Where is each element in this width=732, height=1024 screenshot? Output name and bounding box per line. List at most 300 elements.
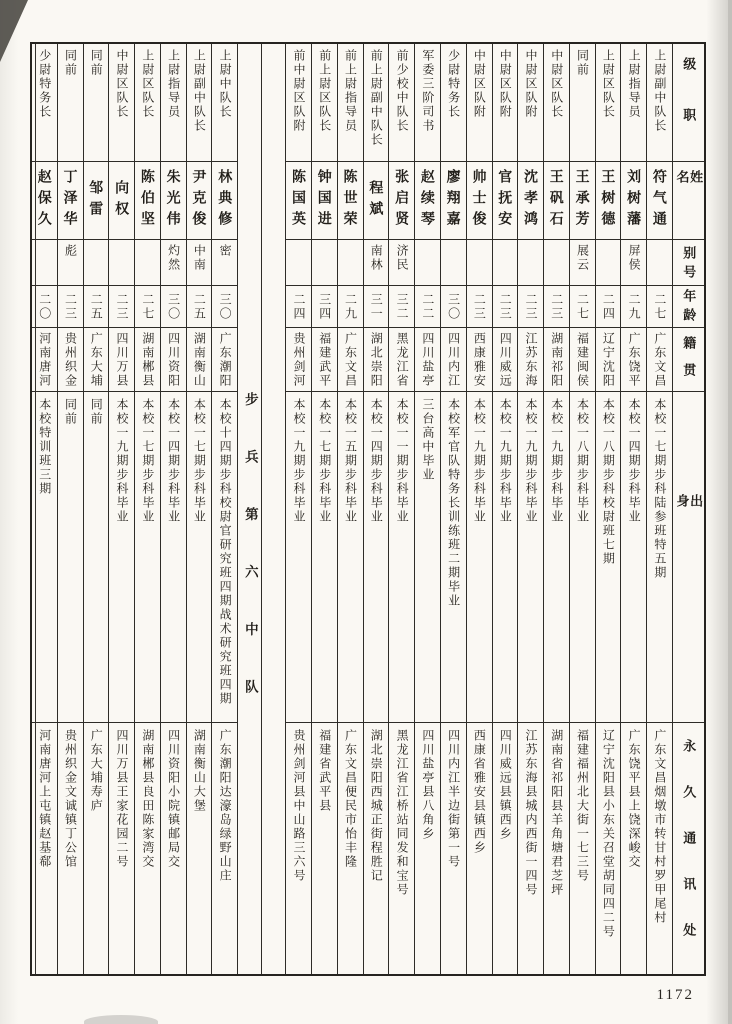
header-alias-text: 别号 [681,246,697,284]
age-cell [544,285,569,327]
rank-cell [570,44,595,161]
section-divider-column [237,44,261,974]
page-number: 1172 [656,987,694,1003]
rank-cell-text: 上尉区队长 [140,49,155,119]
background-cell-text: 本校一九期步科毕业 [523,398,538,524]
person-column [57,44,83,974]
name-cell-text: 帅士俊 [471,169,488,232]
background-cell [58,391,83,722]
address-cell [467,722,492,974]
scan-corner-artifact [0,0,28,62]
background-cell-text: 本校一九期步科毕业 [549,398,564,524]
person-column [620,44,646,974]
alias-cell [389,239,414,285]
background-cell-text: 本校一九期步科毕业 [498,398,513,524]
age-cell [493,285,518,327]
person-column [569,44,595,974]
name-cell-text: 官抚安 [497,169,514,232]
alias-cell [518,239,543,285]
name-cell [161,161,186,239]
rank-cell [161,44,186,161]
rank-cell-text: 中尉区队附 [523,49,538,119]
header-address [673,722,704,974]
rank-cell-text: 同前 [575,49,590,77]
name-cell-text: 赵续琴 [419,169,436,232]
native-cell-text: 广东文昌 [652,332,667,388]
address-cell [338,722,363,974]
name-cell [135,161,160,239]
background-cell-text: 本校一七期步科陆参班特五期 [652,398,667,580]
background-cell [389,391,414,722]
address-cell-text: 福建省武平县 [317,729,332,813]
background-cell-text: 同前 [89,398,104,426]
native-cell-text: 西康雅安 [472,332,487,388]
background-cell-text: 本校一九期步科毕业 [115,398,130,524]
address-cell-text: 广东文昌烟墩市转甘村罗甲尾村 [652,729,667,925]
address-cell-text: 四川资阳小院镇邮局交 [166,729,181,869]
background-cell-text: 本校一七期步科毕业 [140,398,155,524]
alias-cell-text: 济民 [395,244,410,272]
native-cell [212,327,237,391]
rank-cell [389,44,414,161]
address-cell [312,722,337,974]
rank-cell [544,44,569,161]
roster-table [30,42,706,976]
background-cell-text: 本校一四期步科毕业 [627,398,642,524]
native-cell [389,327,414,391]
alias-cell [441,239,466,285]
address-cell [58,722,83,974]
person-column [285,44,311,974]
alias-cell [312,239,337,285]
alias-cell [286,239,311,285]
native-cell-text: 四川内江 [446,332,461,388]
address-cell-text: 四川威远县镇西乡 [498,729,513,841]
name-cell [286,161,311,239]
divider-blank-column [261,44,285,974]
age-cell [596,285,621,327]
name-cell [647,161,672,239]
age-cell [621,285,646,327]
age-cell-text: 二三 [549,292,564,321]
background-cell [544,391,569,722]
rank-cell [286,44,311,161]
background-cell [441,391,466,722]
address-cell-text: 广东饶平县上饶深峻交 [627,729,642,869]
age-cell [389,285,414,327]
native-cell-text: 广东文昌 [343,332,358,388]
name-cell-text: 王树德 [600,169,617,232]
address-cell-text: 湖南省祁阳县羊角塘君芝坪 [549,729,564,897]
address-cell [544,722,569,974]
native-cell [441,327,466,391]
name-cell [84,161,109,239]
address-cell [161,722,186,974]
age-cell-text: 二三 [523,292,538,321]
address-cell-text: 四川万县王家花园二号 [115,729,130,869]
alias-cell [58,239,83,285]
name-cell [441,161,466,239]
native-cell [58,327,83,391]
background-cell [84,391,109,722]
address-cell-text: 广东大埔寿庐 [89,729,104,813]
scan-edge-artifact [728,0,732,1024]
background-cell-text: 本校一八期步科毕业 [575,398,590,524]
person-column [186,44,212,974]
scan-smudge-artifact [84,1015,158,1024]
age-cell-text: 三一 [369,292,384,321]
age-cell-text: 二五 [89,292,104,321]
rank-cell-text: 少尉特务长 [37,49,52,119]
rank-cell-text: 前少校中队长 [395,49,410,133]
rank-cell-text: 少尉特务长 [446,49,461,119]
native-cell [621,327,646,391]
background-cell-text: 本校一四期步科毕业 [369,398,384,524]
age-cell-text: 二二 [420,292,435,321]
age-cell-text: 二四 [291,292,306,321]
rank-cell [467,44,492,161]
address-cell-text: 贵州剑河县中山路三六号 [291,729,306,883]
rank-cell-text: 前上尉指导员 [343,49,358,133]
alias-cell-text: 灼然 [166,244,181,272]
name-cell-text: 钟国进 [316,169,333,232]
background-cell [187,391,212,722]
alias-cell [596,239,621,285]
background-cell-text: 本校十四期步科校尉官研究班四期战术研究班四期 [218,398,233,706]
rank-cell-text: 上尉副中队长 [192,49,207,133]
background-cell-text: 本校一七期步科毕业 [192,398,207,524]
age-cell [84,285,109,327]
rank-cell-text: 上尉中队长 [218,49,233,119]
alias-cell-text: 南林 [369,244,384,272]
rank-cell-text: 中尉区队附 [472,49,487,119]
alias-cell [338,239,363,285]
age-cell-text: 二九 [343,292,358,321]
person-column [388,44,414,974]
address-cell [415,722,440,974]
background-cell [621,391,646,722]
age-cell-text: 二七 [652,292,667,321]
rank-cell-text: 上尉指导员 [166,49,181,119]
person-column [337,44,363,974]
section-title-text: 步兵第六中队 [242,391,258,737]
alias-cell [84,239,109,285]
native-cell-text: 湖南衡山 [192,332,207,388]
alias-cell [212,239,237,285]
name-cell-text: 程斌 [368,179,385,222]
age-cell-text: 二〇 [37,292,52,321]
header-background [673,391,704,722]
address-cell [647,722,672,974]
alias-cell-text: 中南 [192,244,207,272]
rank-cell-text: 上尉指导员 [627,49,642,119]
name-cell [389,161,414,239]
address-cell [109,722,134,974]
alias-cell-text: 展云 [575,244,590,272]
person-column [311,44,337,974]
rank-cell [135,44,160,161]
native-cell-text: 广东饶平 [627,332,642,388]
native-cell-text: 河南唐河 [37,332,52,388]
name-cell-text: 朱光伟 [165,169,182,232]
native-cell [161,327,186,391]
rank-cell-text: 军委三阶司书 [420,49,435,133]
age-cell-text: 二三 [63,292,78,321]
header-column [672,44,704,974]
background-cell [467,391,492,722]
age-cell [518,285,543,327]
age-cell-text: 二三 [472,292,487,321]
rank-cell [364,44,389,161]
background-cell [212,391,237,722]
rank-cell [518,44,543,161]
person-column [440,44,466,974]
name-cell-text: 陈伯坚 [139,169,156,232]
header-name [673,161,704,239]
name-cell-text: 丁泽华 [62,169,79,232]
header-background-text: 出身 [674,494,704,625]
age-cell [58,285,83,327]
background-cell-text: 本校军官队特务长训练班二期毕业 [446,398,461,608]
header-native-text: 籍贯 [681,336,697,390]
name-cell [212,161,237,239]
background-cell [161,391,186,722]
rank-cell [596,44,621,161]
native-cell-text: 湖南祁阳 [549,332,564,388]
alias-cell-text: 屏侯 [627,244,642,272]
age-cell-text: 三〇 [446,292,461,321]
address-cell [621,722,646,974]
age-cell [32,285,57,327]
native-cell-text: 辽宁沈阳 [601,332,616,388]
background-cell-text: 同前 [63,398,78,426]
alias-cell [467,239,492,285]
name-cell [364,161,389,239]
native-cell [596,327,621,391]
name-cell [312,161,337,239]
background-cell-text: 本校一五期步科毕业 [343,398,358,524]
background-cell-text: 三台高中毕业 [420,398,435,482]
age-cell-text: 二七 [140,292,155,321]
age-cell [286,285,311,327]
name-cell-text: 陈国英 [290,169,307,232]
age-cell [364,285,389,327]
native-cell-text: 贵州织金 [63,332,78,388]
person-column [32,44,57,974]
alias-cell-text: 密 [218,244,233,258]
rank-cell [493,44,518,161]
alias-cell-text: 彪 [63,244,78,258]
name-cell [415,161,440,239]
native-cell-text: 江苏东海 [523,332,538,388]
person-column [414,44,440,974]
native-cell-text: 贵州剑河 [291,332,306,388]
header-alias [673,239,704,285]
native-cell-text: 四川盐亭 [420,332,435,388]
age-cell-text: 二七 [575,292,590,321]
address-cell-text: 四川盐亭县八角乡 [420,729,435,841]
address-cell [84,722,109,974]
address-cell-text: 河南唐河上屯镇赵基郗 [37,729,52,869]
alias-cell [493,239,518,285]
native-cell [109,327,134,391]
rank-cell-text: 同前 [63,49,78,77]
person-column [595,44,621,974]
rank-cell-text: 中尉区队附 [498,49,513,119]
alias-cell [544,239,569,285]
name-cell-text: 沈孝鸿 [523,169,540,232]
address-cell-text: 四川内江半边街第一号 [446,729,461,869]
name-cell [58,161,83,239]
rank-cell [621,44,646,161]
address-cell-text: 湖北崇阳西城正街程胜记 [369,729,384,883]
native-cell-text: 福建武平 [317,332,332,388]
background-cell [518,391,543,722]
address-cell [493,722,518,974]
rank-cell [58,44,83,161]
address-cell [135,722,160,974]
background-cell [286,391,311,722]
rank-cell-text: 中尉区队长 [115,49,130,119]
address-cell [286,722,311,974]
address-cell [441,722,466,974]
native-cell [544,327,569,391]
alias-cell [135,239,160,285]
header-rank-text: 级职 [681,57,697,159]
address-cell-text: 江苏东海县城内西街一四号 [523,729,538,897]
address-cell [187,722,212,974]
age-cell [161,285,186,327]
name-cell-text: 向权 [114,179,131,222]
age-cell [647,285,672,327]
background-cell-text: 本校一九期步科毕业 [472,398,487,524]
person-column [492,44,518,974]
name-cell [109,161,134,239]
header-address-text: 永久通讯处 [681,739,697,969]
name-cell-text: 林典修 [217,169,234,232]
address-cell [389,722,414,974]
name-cell [493,161,518,239]
background-cell [312,391,337,722]
background-cell-text: 本校一四期步科毕业 [166,398,181,524]
address-cell [212,722,237,974]
rank-cell [212,44,237,161]
native-cell-text: 湖北崇阳 [369,332,384,388]
name-cell-text: 符气通 [651,169,668,232]
person-column [83,44,109,974]
background-cell [109,391,134,722]
rank-cell [647,44,672,161]
age-cell [109,285,134,327]
name-cell-text: 赵保久 [36,169,53,232]
rank-cell-text: 同前 [89,49,104,77]
rank-cell-text: 前中尉区队附 [291,49,306,133]
person-column [363,44,389,974]
native-cell [338,327,363,391]
native-cell [32,327,57,391]
rank-cell [415,44,440,161]
native-cell [84,327,109,391]
age-cell [135,285,160,327]
rank-cell [109,44,134,161]
age-cell-text: 三〇 [218,292,233,321]
alias-cell [364,239,389,285]
age-cell [441,285,466,327]
native-cell [493,327,518,391]
background-cell-text: 本校一一期步科毕业 [395,398,410,524]
name-cell-text: 陈世荣 [342,169,359,232]
rank-cell-text: 上尉区队长 [601,49,616,119]
background-cell-text: 本校一七期步科毕业 [317,398,332,524]
native-cell-text: 四川万县 [115,332,130,388]
age-cell [570,285,595,327]
header-name-text: 姓名 [674,170,704,207]
name-cell-text: 王承芳 [574,169,591,232]
address-cell [364,722,389,974]
address-cell-text: 黑龙江省江桥站同发和宝号 [395,729,410,897]
header-native [673,327,704,391]
native-cell-text: 四川资阳 [166,332,181,388]
age-cell-text: 二五 [192,292,207,321]
native-cell [467,327,492,391]
name-cell [338,161,363,239]
rank-cell-text: 上尉副中队长 [652,49,667,133]
name-cell [621,161,646,239]
rank-cell-text: 中尉区队长 [549,49,564,119]
native-cell [286,327,311,391]
age-cell-text: 二三 [115,292,130,321]
background-cell [415,391,440,722]
name-cell [544,161,569,239]
rank-cell [187,44,212,161]
background-cell [570,391,595,722]
age-cell [415,285,440,327]
address-cell-text: 湖南衡山大堡 [192,729,207,813]
name-cell-text: 张启贤 [394,169,411,232]
person-column [160,44,186,974]
person-column [646,44,672,974]
rank-cell [84,44,109,161]
native-cell-text: 福建闽侯 [575,332,590,388]
rank-cell [312,44,337,161]
name-cell-text: 廖翔嘉 [445,169,462,232]
background-cell-text: 本校特训班三期 [37,398,52,496]
header-rank [673,44,704,161]
alias-cell [187,239,212,285]
age-cell [467,285,492,327]
background-cell [32,391,57,722]
section-title [238,44,261,974]
native-cell-text: 广东大埔 [89,332,104,388]
name-cell [187,161,212,239]
name-cell [467,161,492,239]
name-cell-text: 邹雷 [88,179,105,222]
address-cell [570,722,595,974]
background-cell [493,391,518,722]
name-cell-text: 刘树藩 [626,169,643,232]
person-column [211,44,237,974]
name-cell [32,161,57,239]
header-age-text: 年龄 [681,288,697,327]
alias-cell [32,239,57,285]
native-cell-text: 湖南郴县 [140,332,155,388]
background-cell-text: 本校一九期步科毕业 [291,398,306,524]
background-cell [647,391,672,722]
rank-cell-text: 前上尉区队长 [317,49,332,133]
address-cell-text: 辽宁沈阳县小东关召堂胡同四二号 [601,729,616,939]
address-cell [518,722,543,974]
native-cell-text: 黑龙江省 [395,332,410,388]
